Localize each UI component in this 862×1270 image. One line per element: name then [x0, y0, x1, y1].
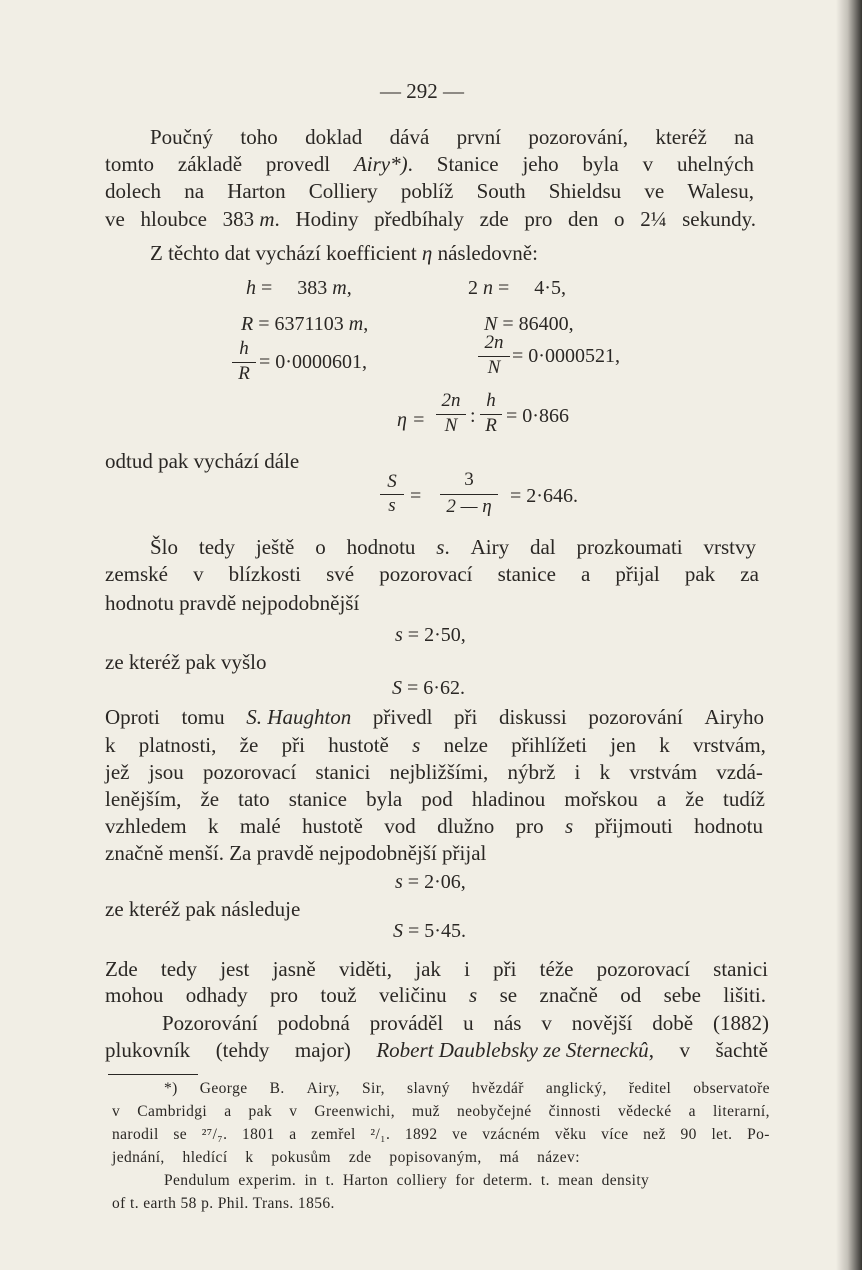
- eq-R: [241, 311, 368, 337]
- word: Airyho: [704, 705, 764, 729]
- word: B.: [269, 1080, 285, 1097]
- para2-eta: η: [421, 241, 433, 265]
- eq-R-value: = 6371103 m,: [253, 313, 369, 335]
- word: má: [499, 1149, 520, 1166]
- para4-line-2: [105, 732, 766, 758]
- word: let.: [711, 1126, 733, 1143]
- word: blízkosti: [228, 562, 302, 586]
- word: dal: [529, 535, 556, 559]
- word: ve: [644, 179, 665, 203]
- word: pod: [421, 787, 453, 811]
- word: hledící: [182, 1149, 228, 1166]
- para1-line-1: [150, 124, 754, 150]
- word: pozorovací: [596, 957, 690, 981]
- footnote-rule: [108, 1074, 198, 1075]
- word: dolech: [105, 179, 161, 203]
- eta-frac1-numerator: 2n: [441, 390, 461, 411]
- para5-line-2: [105, 982, 766, 1008]
- word: South: [476, 179, 526, 203]
- word: v: [193, 562, 204, 586]
- word: vrstvy: [703, 535, 756, 559]
- word: dává: [389, 125, 430, 149]
- word: pro: [269, 983, 298, 1007]
- word: ve: [105, 207, 125, 231]
- S-frac-numerator: 3: [464, 469, 474, 490]
- word: Šlo: [150, 535, 179, 559]
- eta-frac1-denominator: N: [444, 415, 458, 436]
- word: George: [199, 1080, 248, 1097]
- word: Shieldsu: [548, 179, 622, 203]
- word: lenějším,: [105, 787, 182, 811]
- word: ředitel: [628, 1080, 672, 1097]
- word: pozorovací: [379, 562, 473, 586]
- word: byla: [366, 787, 403, 811]
- word: tedy: [160, 957, 198, 981]
- word: 2¼: [640, 207, 667, 231]
- word: než: [643, 1126, 666, 1143]
- word: jen: [610, 733, 636, 757]
- word: o: [614, 207, 625, 231]
- word: narodil: [112, 1126, 159, 1143]
- word: veličinu: [378, 983, 447, 1007]
- word: v: [289, 1103, 298, 1120]
- word: a: [581, 562, 591, 586]
- eq-h-value: = 383 m,: [261, 277, 352, 299]
- footnote-line-1: [164, 1078, 770, 1100]
- para3-line-3: hodnotu pravdě nejpodobnější: [105, 591, 360, 615]
- word: tomu: [181, 705, 225, 729]
- word: tedy: [198, 535, 236, 559]
- word: slavný: [407, 1080, 450, 1097]
- word: Poučný: [150, 125, 213, 149]
- word: s.: [436, 535, 450, 559]
- word: 90: [680, 1126, 697, 1143]
- para6-line-2: [105, 1037, 768, 1063]
- word: malé: [239, 814, 281, 838]
- word: jest: [220, 957, 250, 981]
- word: doklad: [305, 125, 363, 149]
- word: uhelných: [676, 152, 754, 176]
- word: nás: [493, 1011, 522, 1035]
- word: toho: [240, 125, 278, 149]
- word: Oproti: [105, 705, 160, 729]
- para2-b: následovně:: [432, 241, 538, 265]
- odtud-line: odtud pak vychází dále: [105, 449, 300, 473]
- eq-R-lhs: R: [241, 313, 254, 335]
- word: k: [105, 733, 116, 757]
- word: hustotě: [328, 733, 389, 757]
- eq-s-206: s = 2·06,: [395, 871, 466, 893]
- word: základě: [177, 152, 243, 176]
- word: pozorování: [588, 705, 683, 729]
- word: Zde: [105, 957, 138, 981]
- word: se: [173, 1126, 188, 1143]
- word: jeho: [522, 152, 559, 176]
- word: k: [599, 760, 611, 784]
- word: Hodiny: [295, 207, 359, 231]
- eq-h-lhs: h: [246, 277, 256, 299]
- word: že: [239, 733, 259, 757]
- frac-2n-value: = 0·0000521,: [512, 345, 620, 367]
- S-frac-denominator: [440, 497, 498, 517]
- word: nýbrž: [507, 760, 556, 784]
- word: k: [659, 733, 670, 757]
- word: stanici: [315, 760, 371, 784]
- word: jež: [105, 760, 130, 784]
- eq-N-lhs: N: [484, 313, 498, 335]
- word: touž: [320, 983, 357, 1007]
- word: v: [112, 1103, 121, 1120]
- word: na: [184, 179, 205, 203]
- eq-h: [246, 275, 352, 301]
- word: ve: [452, 1126, 468, 1143]
- word: v: [679, 1038, 690, 1062]
- para4-line-6: značně menší. Za pravdě nejpodobnější přijal: [105, 841, 487, 865]
- word: popisovaným,: [389, 1149, 482, 1166]
- word: (1882): [712, 1011, 769, 1035]
- word: Cambridgi: [137, 1103, 208, 1120]
- para3-line-1: [150, 534, 756, 560]
- word: název:: [537, 1149, 580, 1166]
- word: šachtě: [715, 1038, 768, 1062]
- word: ještě: [255, 535, 295, 559]
- word: zemřel: [311, 1126, 356, 1143]
- footnote-line-2: [112, 1101, 770, 1123]
- word: své: [326, 562, 355, 586]
- word: S. Haughton: [246, 705, 352, 729]
- word: se: [499, 983, 518, 1007]
- word: novější: [571, 1011, 633, 1035]
- word: nejbližšími,: [389, 760, 489, 784]
- word: při: [493, 957, 517, 981]
- word: zde: [479, 207, 509, 231]
- eq-2n: [468, 275, 566, 301]
- S-numerator: S: [387, 471, 397, 492]
- word: mohou: [105, 983, 164, 1007]
- word: major): [294, 1038, 351, 1062]
- word: u: [463, 1011, 474, 1035]
- word: 1892: [404, 1126, 438, 1143]
- word: pozorování,: [528, 125, 629, 149]
- para5-line-1: [105, 956, 768, 982]
- word: tomto: [105, 152, 155, 176]
- word: neobyčejné: [457, 1103, 532, 1120]
- word: stanice: [288, 787, 348, 811]
- footnote-line-5: Pendulum experim. in t. Harton colliery for determ. t. mean density: [164, 1172, 650, 1189]
- word: odhady: [185, 983, 248, 1007]
- para2-a: Z těchto dat vychází koefficient: [150, 241, 422, 265]
- para4-line-3: [105, 759, 763, 785]
- word: více: [601, 1126, 629, 1143]
- para4-line-4: [105, 786, 765, 812]
- frac-h-value: = 0·0000601,: [259, 351, 367, 373]
- frac-2n-denominator: N: [487, 357, 501, 378]
- word: tudíž: [722, 787, 765, 811]
- word: s: [469, 983, 478, 1007]
- para1-line-4: [105, 206, 756, 232]
- frac-h-numerator: h: [239, 338, 249, 359]
- word: Walesu,: [687, 179, 754, 203]
- S-denominator: s: [388, 495, 396, 516]
- word: viděti,: [338, 957, 393, 981]
- word: době: [652, 1011, 694, 1035]
- eq-N-value: = 86400,: [497, 313, 574, 335]
- word: vrstvám,: [693, 733, 766, 757]
- eta-frac2-numerator: h: [486, 390, 496, 411]
- eq-2n-value: = 4·5,: [498, 277, 566, 299]
- page-edge-shadow: [836, 0, 862, 1270]
- word: Sir,: [362, 1080, 385, 1097]
- word: podobná: [277, 1011, 350, 1035]
- para2-text: [150, 240, 538, 266]
- word: platnosti,: [138, 733, 217, 757]
- footnote-line-4: [112, 1147, 580, 1169]
- word: 383 m.: [222, 207, 280, 231]
- word: lišiti.: [723, 983, 766, 1007]
- word: v: [541, 1011, 552, 1035]
- word: muž: [412, 1103, 440, 1120]
- word: věku: [554, 1126, 587, 1143]
- word: hloubce: [140, 207, 207, 231]
- word: při: [281, 733, 305, 757]
- word: a: [656, 787, 667, 811]
- word: i: [464, 957, 470, 981]
- word: a: [224, 1103, 232, 1120]
- word: Airy: [470, 535, 510, 559]
- para1-line-3: [105, 178, 754, 204]
- word: den: [568, 207, 599, 231]
- eq-s-206-var: s: [395, 871, 403, 893]
- word: s: [565, 814, 574, 838]
- word: a: [289, 1126, 297, 1143]
- word: činnosti: [548, 1103, 601, 1120]
- eq-S-545-var: S: [393, 920, 403, 942]
- word: pro: [515, 814, 544, 838]
- word: Greenwichi,: [314, 1103, 395, 1120]
- word: vědecké: [617, 1103, 672, 1120]
- word: zemské: [105, 562, 168, 586]
- word: o: [315, 535, 326, 559]
- word: pokusům: [271, 1149, 332, 1166]
- word: stanice: [497, 562, 556, 586]
- word: přihlížeti: [511, 733, 588, 757]
- word: mořskou: [564, 787, 638, 811]
- word: přijmouti: [594, 814, 673, 838]
- para1-line-2: [105, 151, 754, 177]
- word: k: [245, 1149, 254, 1166]
- S-frac-den-text: 2 — η: [446, 496, 492, 517]
- word: téže: [539, 957, 574, 981]
- word: hladinou: [471, 787, 546, 811]
- word: v: [642, 152, 654, 176]
- word: Colliery: [308, 179, 378, 203]
- eq-S-545: S = 5·45.: [393, 920, 466, 942]
- word: Harton: [227, 179, 286, 203]
- footnote-line-3: [112, 1124, 770, 1146]
- word: sebe: [663, 983, 701, 1007]
- word: a: [688, 1103, 696, 1120]
- word: ²/₁.: [370, 1126, 391, 1143]
- eq-S-662-var: S: [392, 677, 402, 699]
- word: anglický,: [545, 1080, 607, 1097]
- word: literarní,: [712, 1103, 770, 1120]
- word: nelze: [443, 733, 488, 757]
- word: i: [574, 760, 581, 784]
- para4-line-1: [105, 704, 764, 730]
- word: vzdá-: [716, 760, 763, 784]
- word: hodnotu: [346, 535, 416, 559]
- word: za: [740, 562, 759, 586]
- ze-kterez-nasleduje: ze kteréž pak následuje: [105, 897, 301, 921]
- para4-line-5: [105, 813, 763, 839]
- word: že: [685, 787, 704, 811]
- ze-kterez-vyslo: ze kteréž pak vyšlo: [105, 650, 267, 674]
- word: prováděl: [369, 1011, 444, 1035]
- word: sekundy.: [682, 207, 756, 231]
- word: hvězdář: [471, 1080, 524, 1097]
- word: Airy*).: [353, 152, 413, 176]
- word: dlužno: [437, 814, 495, 838]
- para3-line-2: [105, 561, 759, 587]
- word: s: [412, 733, 421, 757]
- S-frac-bar: [440, 494, 498, 495]
- word: hodnotu: [694, 814, 763, 838]
- word: observatoře: [693, 1080, 770, 1097]
- word: stanici: [713, 957, 768, 981]
- word: Robert Daublebsky ze Sterneckû,: [376, 1038, 654, 1062]
- word: první: [456, 125, 501, 149]
- word: že: [200, 787, 220, 811]
- word: diskussi: [499, 705, 567, 729]
- S-value: = 2·646.: [510, 485, 578, 507]
- word: jsou: [148, 760, 184, 784]
- eq-s-250: s = 2·50,: [395, 624, 466, 646]
- eq-2n-lhs: 2 n: [468, 277, 493, 299]
- word: byla: [582, 152, 619, 176]
- word: *): [164, 1080, 178, 1097]
- word: pak: [684, 562, 716, 586]
- word: na: [734, 125, 754, 149]
- word: k: [208, 814, 219, 838]
- word: vrstvám: [629, 760, 698, 784]
- word: značně: [539, 983, 598, 1007]
- word: přijal: [615, 562, 660, 586]
- word: pozorovací: [203, 760, 297, 784]
- word: prozkoumati: [576, 535, 683, 559]
- word: Airy,: [306, 1080, 340, 1097]
- word: jednání,: [112, 1149, 165, 1166]
- word: jasně: [272, 957, 316, 981]
- para6-line-1: [162, 1010, 769, 1036]
- S-equals: =: [410, 485, 422, 507]
- word: tato: [238, 787, 270, 811]
- word: Po-: [747, 1126, 770, 1143]
- word: při: [454, 705, 478, 729]
- word: plukovník: [105, 1038, 191, 1062]
- word: hustotě: [302, 814, 363, 838]
- eta-value: = 0·866: [506, 405, 569, 427]
- word: (tehdy: [215, 1038, 270, 1062]
- word: jak: [415, 957, 441, 981]
- frac-h-denominator: R: [238, 363, 250, 384]
- word: od: [620, 983, 642, 1007]
- eq-s-250-var: s: [395, 624, 403, 646]
- word: pak: [248, 1103, 273, 1120]
- frac-2n-numerator: 2n: [484, 332, 504, 353]
- word: předbíhaly: [374, 207, 464, 231]
- word: Pozorování: [162, 1011, 258, 1035]
- word: provedl: [265, 152, 331, 176]
- word: přivedl: [372, 705, 433, 729]
- word: vod: [384, 814, 416, 838]
- eta-frac2-denominator: R: [485, 415, 497, 436]
- word: kteréž: [655, 125, 707, 149]
- page-number: — 292 —: [380, 79, 464, 103]
- word: 1801: [242, 1126, 275, 1143]
- word: vzhledem: [105, 814, 187, 838]
- word: poblíž: [400, 179, 454, 203]
- word: Stanice: [436, 152, 499, 176]
- eta-lhs: η =: [397, 409, 426, 431]
- word: pro: [524, 207, 553, 231]
- eta-colon: :: [470, 405, 476, 427]
- word: zde: [348, 1149, 372, 1166]
- word: ²⁷/₇.: [201, 1126, 228, 1143]
- word: vzácném: [482, 1126, 541, 1143]
- eq-S-662: S = 6·62.: [392, 677, 465, 699]
- footnote-line-6: of t. earth 58 p. Phil. Trans. 1856.: [112, 1195, 335, 1212]
